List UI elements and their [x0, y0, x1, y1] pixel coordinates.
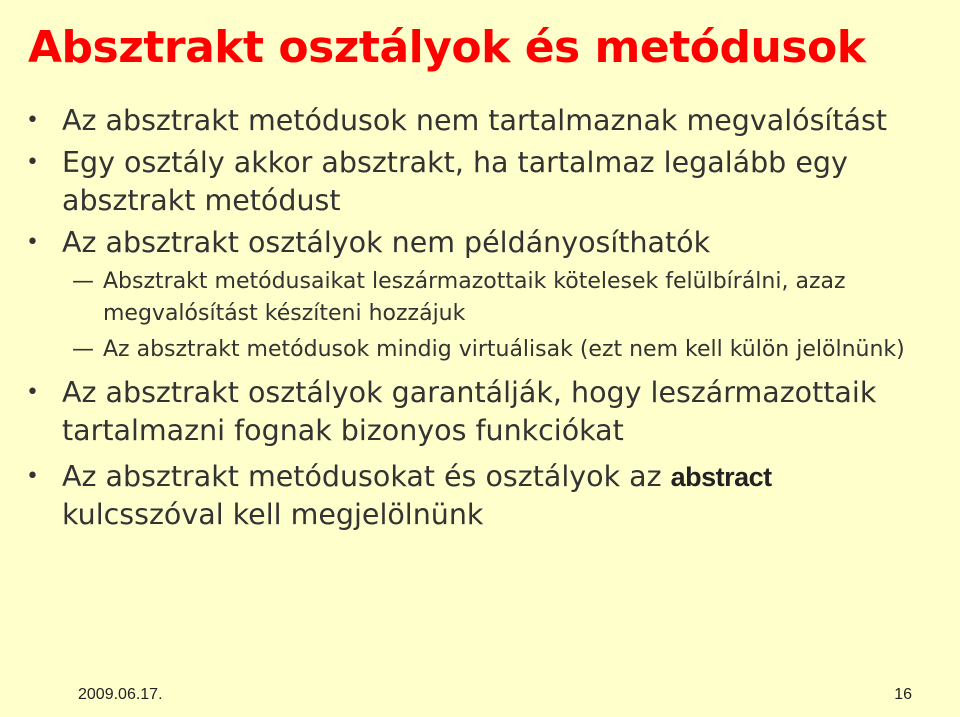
- bullet-icon: •: [26, 380, 39, 405]
- bullet-item: [20, 458, 940, 534]
- sub-bullet-text: Az absztrakt metódusok mindig virtuálisak (ezt nem kell külön jelölnünk): [103, 337, 905, 362]
- bullet-item: [20, 144, 940, 220]
- dash-icon: —: [72, 269, 94, 294]
- bullet-text: Az absztrakt osztályok nem példányosíthatók: [62, 226, 711, 259]
- bullet-icon: •: [26, 464, 39, 489]
- sub-bullet-item: [20, 334, 940, 366]
- bullet-item: [20, 374, 940, 450]
- bullet-item: [20, 224, 940, 262]
- bullet-text-before: Az absztrakt metódusokat és osztályok az: [62, 460, 671, 493]
- sub-bullet-text: Absztrakt metódusaikat leszármazottaik kötelesek felülbírálni, azaz megvalósítást készíteni hozzájuk: [103, 269, 846, 326]
- bullet-text: Az absztrakt metódusok nem tartalmaznak megvalósítást: [62, 104, 887, 137]
- bullet-text: Az absztrakt osztályok garantálják, hogy leszármazottaik tartalmazni fognak bizonyos funkciókat: [62, 376, 877, 447]
- bullet-icon: •: [26, 230, 39, 255]
- page-number: 16: [894, 686, 912, 703]
- bullet-item: [20, 102, 940, 140]
- bullet-text-after: kulcsszóval kell megjelölnünk: [62, 498, 484, 531]
- dash-icon: —: [72, 337, 94, 362]
- footer-date: 2009.06.17.: [78, 686, 163, 703]
- slide-title: Absztrakt osztályok és metódusok: [28, 22, 866, 73]
- bullet-icon: •: [26, 150, 39, 175]
- bullet-icon: •: [26, 108, 39, 133]
- bullet-text: Egy osztály akkor absztrakt, ha tartalmaz legalább egy absztrakt metódust: [62, 146, 848, 217]
- sub-bullet-item: [20, 266, 940, 330]
- abstract-keyword: abstract: [670, 462, 772, 492]
- slide-content: [20, 102, 940, 534]
